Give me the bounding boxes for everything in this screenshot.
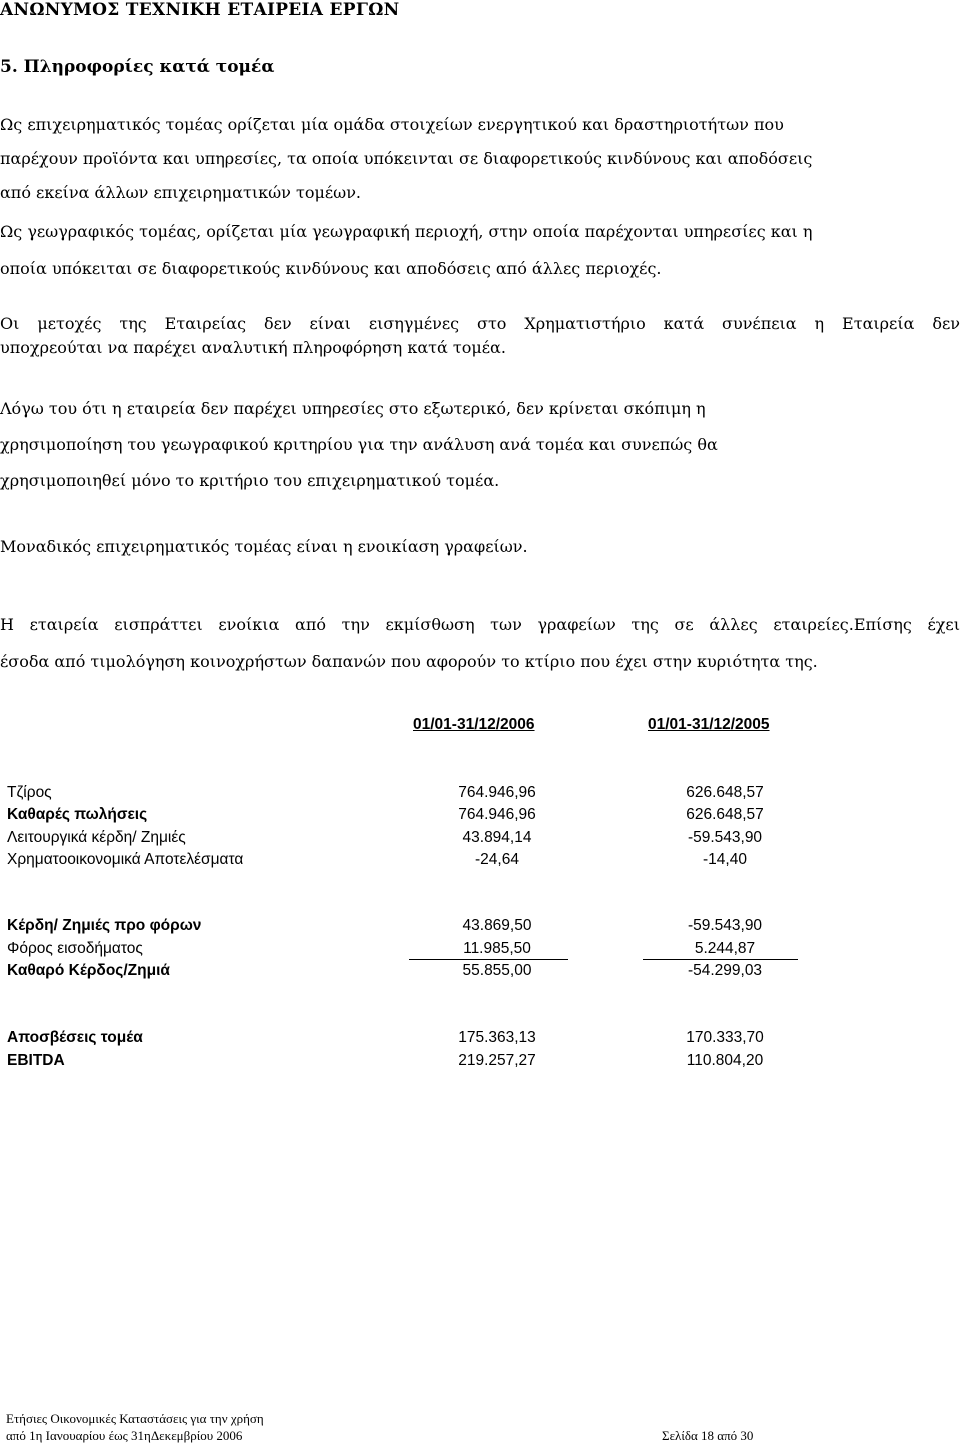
paragraph-shares-not-listed bbox=[0, 312, 960, 360]
paragraph-line: Λόγω του ότι η εταιρεία δεν παρέχει υπηρεσίες στο εξωτερικό, δεν κρίνεται σκόπιμη η bbox=[0, 399, 706, 418]
table-row bbox=[7, 829, 787, 851]
value-2006: 43.894,14 bbox=[462, 829, 532, 846]
row-label: Κέρδη/ Ζημιές προ φόρων bbox=[7, 917, 202, 934]
value-2006: 175.363,13 bbox=[458, 1029, 536, 1046]
table-row bbox=[7, 1029, 787, 1051]
value-2006: 11.985,50 bbox=[463, 940, 531, 957]
paragraph-rental-income bbox=[0, 606, 960, 680]
value-2006: 219.257,27 bbox=[458, 1052, 536, 1069]
row-label: Αποσβέσεις τομέα bbox=[7, 1029, 143, 1046]
paragraph-line: οποία υπόκειται σε διαφορετικούς κινδύνους και αποδόσεις από άλλες περιοχές. bbox=[0, 259, 662, 278]
footer-period bbox=[6, 1410, 264, 1444]
paragraph-line: χρησιμοποίηση του γεωγραφικού κριτηρίου για την ανάλυση ανά τομέα και συνεπώς θα bbox=[0, 435, 718, 454]
value-2005: 626.648,57 bbox=[686, 784, 764, 801]
page-number: Σελίδα 18 από 30 bbox=[662, 1428, 754, 1443]
row-label: Καθαρές πωλήσεις bbox=[7, 806, 148, 823]
paragraph-line: Η εταιρεία εισπράττει ενοίκια από την εκμίσθωση των γραφείων της σε άλλες εταιρείες.Επίσης έχει bbox=[0, 615, 960, 634]
value-2005: 170.333,70 bbox=[686, 1029, 764, 1046]
row-label: Καθαρό Κέρδος/Ζημιά bbox=[7, 962, 170, 979]
footer-line: Ετήσιες Οικονομικές Καταστάσεις για την χρήση bbox=[6, 1411, 264, 1426]
paragraph-line: Μοναδικός επιχειρηματικός τομέας είναι η ενοικίαση γραφείων. bbox=[0, 537, 528, 556]
section-title: 5. Πληροφορίες κατά τομέα bbox=[0, 57, 275, 77]
value-2005: -59.543,90 bbox=[687, 829, 763, 846]
footer-line: από 1η Ιανουαρίου έως 31ηΔεκεμβρίου 2006 bbox=[6, 1428, 243, 1443]
value-2005: 626.648,57 bbox=[686, 806, 764, 823]
value-2006: 43.869,50 bbox=[462, 917, 532, 934]
paragraph-line: από εκείνα άλλων επιχειρηματικών τομέων. bbox=[0, 183, 361, 202]
paragraph-geographic-segment bbox=[0, 213, 960, 287]
paragraph-line: υποχρεούται να παρέχει αναλυτική πληροφόρηση κατά τομέα. bbox=[0, 338, 506, 357]
table-row bbox=[7, 1052, 787, 1074]
column-header-2006: 01/01-31/12/2006 bbox=[413, 716, 535, 733]
subtotal-rule-2006 bbox=[409, 959, 568, 960]
value-2005: 110.804,20 bbox=[686, 1052, 764, 1069]
table-row bbox=[7, 806, 787, 828]
value-2005: -14,40 bbox=[703, 851, 747, 868]
paragraph-single-segment bbox=[0, 535, 960, 559]
company-name: ΑΝΩΝΥΜΟΣ ΤΕΧΝΙΚΗ ΕΤΑΙΡΕΙΑ ΕΡΓΩΝ bbox=[0, 0, 400, 20]
table-row bbox=[7, 962, 787, 984]
paragraph-line: έσοδα από τιμολόγηση κοινοχρήστων δαπανών που αφορούν το κτίριο που έχει στην κυριότητα της. bbox=[0, 652, 818, 671]
value-2005: -59.543,90 bbox=[687, 917, 763, 934]
value-2005: 5.244,87 bbox=[694, 940, 756, 957]
value-2006: 764.946,96 bbox=[458, 784, 536, 801]
row-label: Λειτουργικά κέρδη/ Ζημιές bbox=[7, 829, 186, 846]
row-label: Χρηματοοικονομικά Αποτελέσματα bbox=[7, 851, 244, 868]
value-2006: -24,64 bbox=[475, 851, 519, 868]
paragraph-line: χρησιμοποιηθεί μόνο το κριτήριο του επιχειρηματικού τομέα. bbox=[0, 471, 500, 490]
paragraph-no-foreign-services bbox=[0, 391, 960, 499]
table-row bbox=[7, 784, 787, 806]
value-2006: 55.855,00 bbox=[462, 962, 532, 979]
paragraph-line: Οι μετοχές της Εταιρείας δεν είναι εισηγμένες στο Χρηματιστήριο κατά συνέπεια η Εταιρεία δεν bbox=[0, 314, 960, 333]
table-row bbox=[7, 851, 787, 873]
paragraph-line: Ως επιχειρηματικός τομέας ορίζεται μία ομάδα στοιχείων ενεργητικού και δραστηριοτήτων που bbox=[0, 115, 784, 134]
paragraph-line: Ως γεωγραφικός τομέας, ορίζεται μία γεωγραφική περιοχή, στην οποία παρέχονται υπηρεσίες και η bbox=[0, 222, 813, 241]
table-row bbox=[7, 917, 787, 939]
row-label: EBITDA bbox=[7, 1052, 65, 1069]
column-header-2005: 01/01-31/12/2005 bbox=[648, 716, 770, 733]
paragraph-business-segment bbox=[0, 108, 960, 210]
value-2006: 764.946,96 bbox=[458, 806, 536, 823]
value-2005: -54.299,03 bbox=[687, 962, 763, 979]
subtotal-rule-2005 bbox=[643, 959, 798, 960]
row-label: Φόρος εισοδήματος bbox=[7, 940, 143, 957]
row-label: Τζίρος bbox=[7, 784, 52, 801]
paragraph-line: παρέχουν προϊόντα και υπηρεσίες, τα οποία υπόκεινται σε διαφορετικούς κινδύνους και αποδόσεις bbox=[0, 149, 813, 168]
